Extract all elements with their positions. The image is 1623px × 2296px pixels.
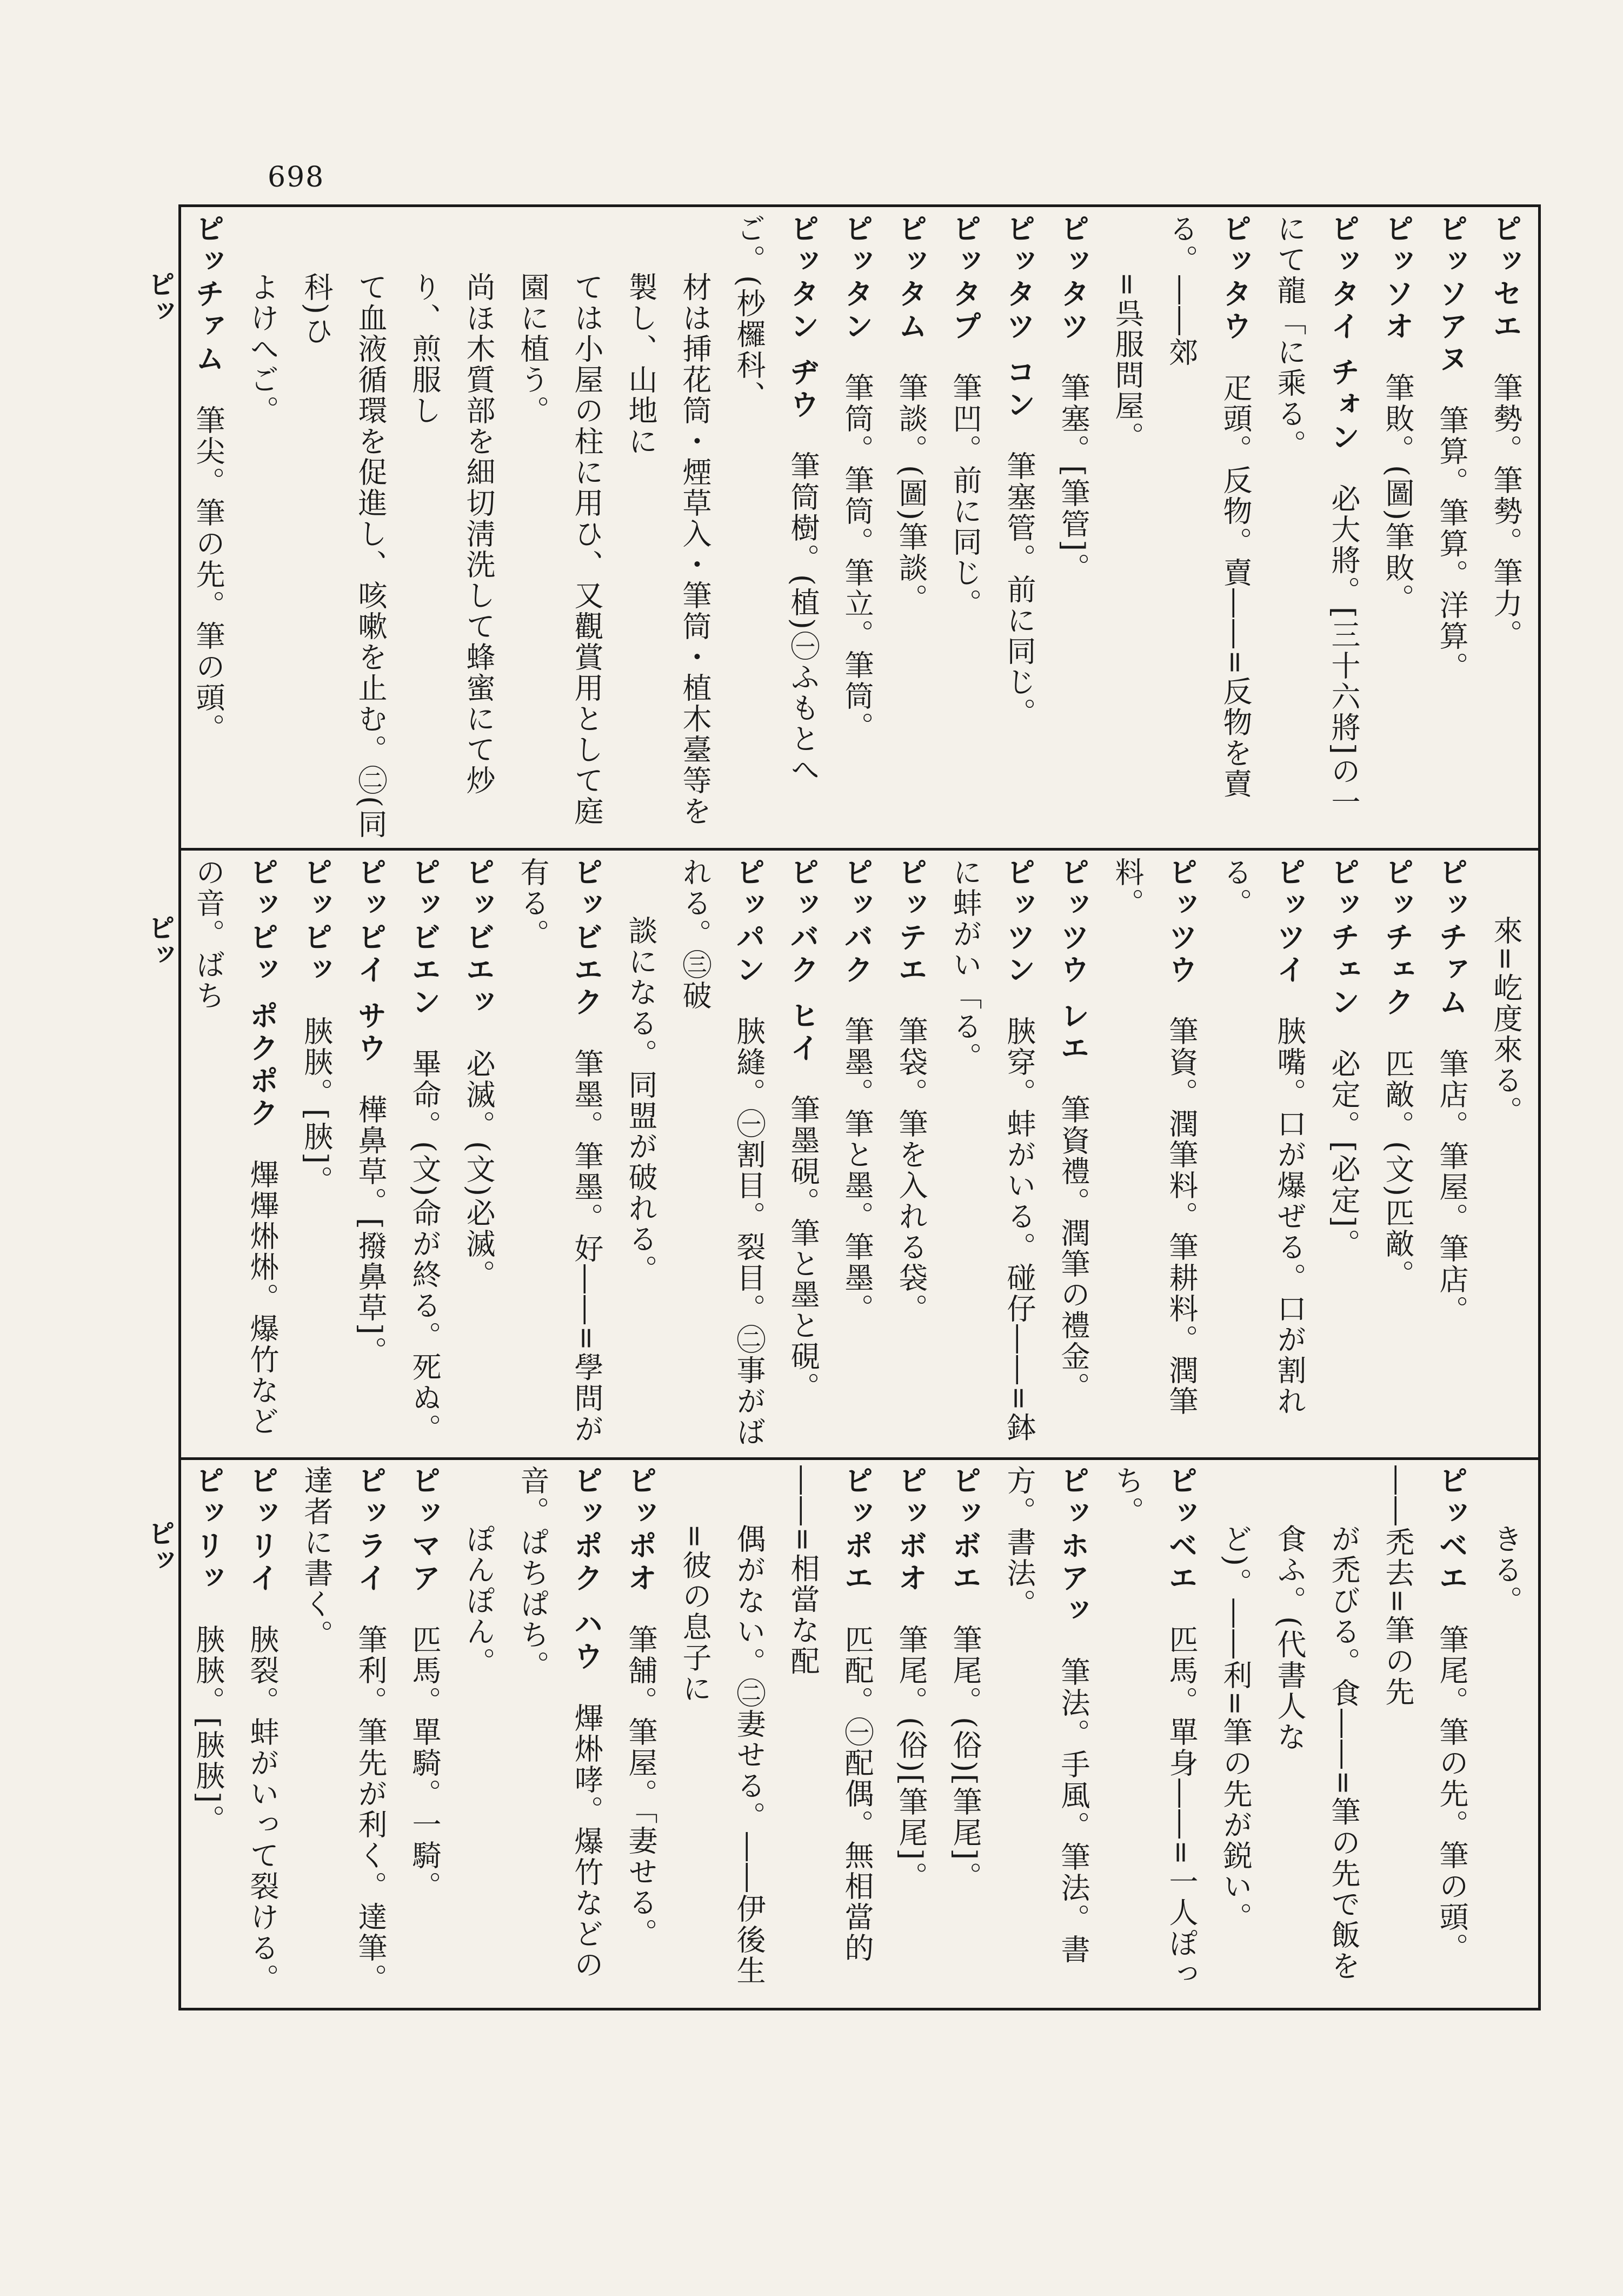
dictionary-entry xyxy=(1262,214,1371,841)
dictionary-entry xyxy=(343,857,397,1449)
entry-headword: ピッバク xyxy=(840,857,874,987)
entry-definition: 筆法。手風。筆法。書方。書法。 xyxy=(1002,1465,1090,1965)
dictionary-entry xyxy=(1154,214,1262,841)
entry-definition: 偶がない。㊁妻せる。――伊後生=彼の息子に xyxy=(678,1524,766,1986)
dictionary-entry xyxy=(1371,857,1425,1449)
dictionary-entry xyxy=(397,857,451,1449)
dictionary-entry xyxy=(1425,214,1479,841)
entry-headword: ピッタツ xyxy=(1056,214,1090,343)
entry-definition: きる。 xyxy=(1489,1524,1523,1616)
dictionary-entry xyxy=(1046,214,1100,841)
margin-mark-middle: ピッ xyxy=(144,914,176,968)
dictionary-entry xyxy=(505,1465,614,2001)
entry-definition: 熚熚烞烞。爆竹などの音。ばち xyxy=(191,857,280,1437)
entry-continuation xyxy=(668,1465,776,2001)
entry-definition: 脥裂。蚌がいって裂ける。 xyxy=(245,1624,280,1994)
dictionary-entry xyxy=(289,1465,397,2001)
entry-definition: 筆尾。(俗)[筆尾]。 xyxy=(948,1624,982,1893)
entry-definition: ては小屋の柱に用ひ、又觀賞用として庭園に植う。 xyxy=(516,272,604,827)
entry-definition: 來=屹度來る。 xyxy=(1489,915,1523,1127)
entry-definition: 筆尾。(俗)[筆尾]。 xyxy=(894,1624,928,1893)
entry-headword: ピッチァム xyxy=(191,214,225,376)
entry-definition: 匹馬。單身――=一人ぽっち。 xyxy=(1110,1465,1199,1990)
entry-definition: ど)。――利=筆の先が鋭い。 xyxy=(1219,1524,1253,1933)
entry-headword: ピッライ xyxy=(353,1465,388,1595)
dictionary-entry xyxy=(187,1465,235,2001)
dictionary-entry xyxy=(938,857,1046,1449)
entry-definition: 必滅。(文)必滅。 xyxy=(462,1049,496,1291)
entry-headword: ピッビエク xyxy=(569,857,604,1019)
entry-headword: ピッソアヌ xyxy=(1434,214,1469,376)
entry-continuation xyxy=(1208,1465,1262,2001)
entry-definition: 筆塞管。前に同じ。 xyxy=(1002,450,1036,728)
entry-headword: ピッポオ xyxy=(623,1465,658,1595)
entry-headword: ピッピッ ポクポク xyxy=(245,857,280,1130)
entry-definition: 筆筒樹。(植)㊀ふもとへご。(杪欏科、 xyxy=(732,214,820,785)
entry-headword: ピッベエ xyxy=(1434,1465,1469,1595)
entry-definition: 筆利。筆先が利く。達筆。達者に書く。 xyxy=(300,1465,388,1994)
dictionary-entry xyxy=(776,1465,884,2001)
entry-headword: ピッタプ xyxy=(948,214,982,343)
entry-definition: 筆墨。筆と墨。筆墨。 xyxy=(840,1016,874,1324)
dictionary-entry xyxy=(187,214,235,841)
entry-continuation xyxy=(397,214,505,841)
entry-definition: 脥脥。[脥]。 xyxy=(300,1016,334,1197)
dictionary-entry xyxy=(1100,1465,1208,2001)
entry-continuation xyxy=(1479,1465,1533,2001)
entry-continuation xyxy=(1479,857,1533,1449)
entry-headword: ピッタン xyxy=(840,214,874,343)
dictionary-entry xyxy=(938,1465,992,2001)
dictionary-band-middle xyxy=(187,857,1533,1449)
band-divider-1 xyxy=(178,848,1541,851)
entry-definition: 筆店。筆屋。筆店。 xyxy=(1435,1049,1469,1326)
dictionary-entry xyxy=(451,857,505,1449)
entry-headword: ピッタイ チォン xyxy=(1326,214,1361,454)
entry-definition: て血液循環を促進し、咳嗽を止む。㊁(同科)ひ xyxy=(300,272,388,840)
entry-headword: ピッタム xyxy=(894,214,928,343)
entry-definition: 脥脥。[脥脥]。 xyxy=(191,1624,225,1836)
entry-definition: 匹敵。(文)匹敵。 xyxy=(1381,1049,1415,1291)
entry-headword: ピッテエ xyxy=(894,857,928,987)
dictionary-entry xyxy=(614,1465,668,2001)
entry-definition: 筆資。潤筆料。筆耕料。潤筆料。 xyxy=(1110,857,1199,1417)
dictionary-entry xyxy=(1046,857,1100,1449)
dictionary-entry xyxy=(722,214,830,841)
dictionary-band-top xyxy=(187,214,1533,841)
entry-definition: 脥穿。蚌がいる。碰仔――=鉢に蚌がい「る。 xyxy=(948,857,1036,1443)
entry-headword: ピッポク ハウ xyxy=(569,1465,604,1674)
entry-continuation xyxy=(1262,1465,1371,2001)
dictionary-entry xyxy=(505,857,614,1449)
entry-definition: 筆勢。筆勢。筆力。 xyxy=(1489,373,1523,650)
entry-headword: ピッリッ xyxy=(191,1465,225,1595)
entry-headword: ピッマア xyxy=(407,1465,442,1595)
entry-definition: 筆筒。筆筒。筆立。筆筒。 xyxy=(840,373,874,742)
entry-definition: 尚ほ木質部を細切淸洗して蜂蜜にて炒り、煎服し xyxy=(408,272,496,796)
dictionary-entry xyxy=(830,214,884,841)
dictionary-entry xyxy=(397,1465,451,2001)
dictionary-entry xyxy=(992,1465,1100,2001)
dictionary-entry xyxy=(884,857,938,1449)
entry-headword: ピッタツ コン xyxy=(1002,214,1036,422)
entry-headword: ピッホアッ xyxy=(1056,1465,1090,1628)
entry-headword: ピッボオ xyxy=(894,1465,928,1595)
entry-headword: ピッチェン xyxy=(1326,857,1361,1019)
dictionary-entry xyxy=(884,1465,938,2001)
dictionary-entry xyxy=(1371,1465,1479,2001)
entry-definition: 樺鼻草。[撥鼻草]。 xyxy=(354,1094,388,1367)
entry-definition: 脥縫。㊀割目。裂目。㊁事がばれる。㊂破 xyxy=(678,857,766,1448)
entry-headword: ピッツウ レエ xyxy=(1056,857,1090,1065)
entry-definition: 筆尖。筆の先。筆の頭。 xyxy=(191,405,225,744)
entry-definition: 匹馬。單騎。一騎。 xyxy=(408,1624,442,1902)
entry-definition: 熚烞哮。爆竹などの音。ぱちぱち。 xyxy=(516,1465,604,1980)
dictionary-band-bottom xyxy=(187,1465,1533,2001)
entry-definition: 筆敗。(圖)筆敗。 xyxy=(1381,373,1415,615)
entry-definition: 材は挿花筒・煙草入・筆筒・植木臺等を製し、山地に xyxy=(624,272,712,827)
margin-mark-top: ピッ xyxy=(144,270,176,324)
entry-definition: 筆算。筆算。洋算。 xyxy=(1435,405,1469,682)
entry-headword: ピッピッ xyxy=(299,857,334,987)
page-number: 698 xyxy=(268,161,325,194)
entry-definition: 筆墨硯。筆と墨と硯。 xyxy=(786,1094,820,1403)
entry-definition: 筆凹。前に同じ。 xyxy=(948,373,982,619)
entry-definition: 談になる。同盟が破れる。 xyxy=(624,915,658,1285)
entry-headword: ピッパン xyxy=(731,857,766,987)
entry-headword: ピッベエ xyxy=(1164,1465,1199,1595)
entry-headword: ピッポエ xyxy=(840,1465,874,1595)
entry-continuation xyxy=(235,214,289,841)
entry-definition: 筆塞。[筆管]。 xyxy=(1056,373,1090,584)
entry-headword: ピッピイ サウ xyxy=(353,857,388,1065)
dictionary-entry xyxy=(235,1465,289,2001)
entry-definition: 筆談。(圖)筆談。 xyxy=(894,373,928,615)
entry-continuation xyxy=(505,214,614,841)
entry-definition: ぽんぽん。 xyxy=(462,1524,496,1678)
entry-definition: 筆尾。筆の先。筆の頭。――禿去=筆の先 xyxy=(1381,1465,1469,1963)
entry-continuation xyxy=(451,1465,505,2001)
entry-headword: ピッチァム xyxy=(1434,857,1469,1019)
entry-definition: 必定。[必定]。 xyxy=(1327,1049,1361,1260)
dictionary-entry xyxy=(289,857,343,1449)
entry-continuation xyxy=(614,857,668,1449)
entry-definition: 必大將。[三十六將]の一にて龍「に乘る。 xyxy=(1273,214,1361,818)
dictionary-entry xyxy=(884,214,938,841)
entry-headword: ピッタン ヂウ xyxy=(786,214,820,422)
entry-continuation xyxy=(1100,214,1154,841)
entry-continuation xyxy=(289,214,397,841)
entry-headword: ピッチェク xyxy=(1380,857,1415,1019)
entry-headword: ピッビエッ xyxy=(461,857,496,1019)
entry-headword: ピッリイ xyxy=(245,1465,280,1595)
dictionary-entry xyxy=(187,857,289,1449)
entry-definition: =呉服問屋。 xyxy=(1110,272,1145,453)
band-divider-2 xyxy=(178,1457,1541,1460)
dictionary-entry xyxy=(1479,214,1533,841)
margin-mark-bottom: ピッ xyxy=(144,1519,176,1574)
entry-headword: ピッセエ xyxy=(1488,214,1523,343)
dictionary-entry xyxy=(830,857,884,1449)
dictionary-entry xyxy=(938,214,992,841)
entry-definition: 筆舗。筆屋。「妻せる。 xyxy=(624,1624,658,1949)
dictionary-entry xyxy=(1425,857,1479,1449)
entry-headword: ピッツン xyxy=(1002,857,1036,987)
entry-definition: 筆資禮。潤筆の禮金。 xyxy=(1056,1094,1090,1403)
dictionary-entry xyxy=(1316,857,1371,1449)
entry-definition: 筆墨。筆墨。好――=學問が有る。 xyxy=(516,857,604,1445)
entry-definition: 匹配。㊀配偶。無相當的――=相當な配 xyxy=(786,1465,874,1963)
entry-headword: ピッツウ xyxy=(1164,857,1199,987)
dictionary-entry xyxy=(1208,857,1316,1449)
entry-definition: よけへご。 xyxy=(245,272,280,426)
entry-continuation xyxy=(614,214,722,841)
entry-definition: が禿びる。食――=筆の先で飯を食ふ。(代書人な xyxy=(1273,1524,1361,1982)
entry-headword: ピッツイ xyxy=(1272,857,1307,987)
entry-headword: ピッソオ xyxy=(1380,214,1415,343)
entry-definition: 畢命。(文)命が終る。死ぬ。 xyxy=(408,1049,442,1445)
entry-headword: ピッタウ xyxy=(1218,214,1253,343)
entry-definition: 筆袋。筆を入れる袋。 xyxy=(894,1016,928,1324)
dictionary-entry xyxy=(1100,857,1208,1449)
entry-headword: ピッバク ヒイ xyxy=(786,857,820,1065)
dictionary-entry xyxy=(1371,214,1425,841)
entry-definition: 脥嘴。口が爆ぜる。口が割れる。 xyxy=(1219,857,1307,1417)
entry-headword: ピッボエ xyxy=(948,1465,982,1595)
entry-headword: ピッビエン xyxy=(407,857,442,1019)
dictionary-entry xyxy=(668,857,776,1449)
entry-definition: 疋頭。反物。賣――=反物を賣る。――郊 xyxy=(1165,214,1253,800)
dictionary-entry xyxy=(776,857,830,1449)
dictionary-entry xyxy=(992,214,1046,841)
